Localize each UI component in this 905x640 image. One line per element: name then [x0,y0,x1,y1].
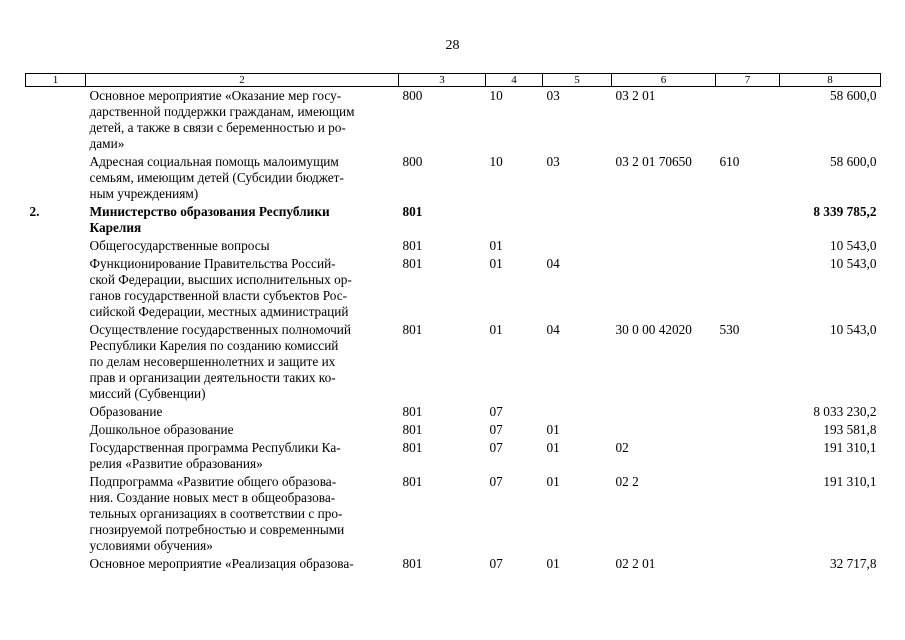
row-code-col4: 01 [489,256,503,271]
row-amount: 58 600,0 [829,154,877,169]
row-code-col5: 01 [546,422,560,437]
row-code-col5: 03 [546,154,560,169]
row-code-col4 [486,203,543,237]
row-code-col5 [543,403,612,421]
row-code-col6 [612,421,716,439]
row-code-col4: 07 [489,440,503,455]
row-code-col3: 800 [402,154,423,169]
row-name: Осуществление государственных полномочий Республики Карелия по созданию комиссий по делам несовершеннолетних и защите их прав и организации деятельности таких ко- миссий (Субвенции) [89,322,352,401]
table-row [26,421,881,439]
row-number [26,473,86,555]
row-number [26,153,86,203]
row-number [26,439,86,473]
column-header: 7 [716,74,780,87]
row-amount: 10 543,0 [829,322,877,337]
row-code-col3: 800 [402,88,423,103]
row-name: Образование [89,404,163,419]
row-code-col7 [716,87,780,154]
row-code-col5: 03 [546,88,560,103]
row-code-col5: 01 [546,440,560,455]
row-name: Подпрограмма «Развитие общего образова- ния. Создание новых мест в общеобразова- тельных организациях в соответствии с про- гнозируемой потребностью и современными условиями обучения» [89,474,345,553]
row-code-col3: 801 [402,238,423,253]
row-amount: 191 310,1 [823,474,877,489]
row-code-col6: 02 [615,440,629,455]
row-code-col7 [716,421,780,439]
row-amount: 58 600,0 [829,88,877,103]
table-row [26,203,881,237]
column-number-row [26,74,881,87]
row-code-col4: 07 [489,422,503,437]
row-code-col5 [543,237,612,255]
row-code-col6: 03 2 01 70650 [615,154,692,169]
column-header: 8 [780,74,881,87]
row-amount: 32 717,8 [829,556,877,571]
row-name: Министерство образования Республики Карелия [89,204,330,235]
column-header: 1 [26,74,86,87]
column-header: 3 [399,74,486,87]
row-code-col4: 07 [489,404,503,419]
page-number: 28 [445,38,460,53]
column-header: 5 [543,74,612,87]
table-row [26,555,881,573]
row-number [26,255,86,321]
table-row [26,439,881,473]
row-name: Основное мероприятие «Реализация образова- [89,556,354,571]
column-header: 6 [612,74,716,87]
row-code-col6 [612,237,716,255]
row-code-col7 [716,439,780,473]
row-code-col5: 01 [546,474,560,489]
row-number [26,555,86,573]
row-code-col7: 530 [719,322,740,337]
budget-table [25,73,881,573]
row-code-col3: 801 [402,404,423,419]
row-name: Общегосударственные вопросы [89,238,270,253]
row-code-col3: 801 [402,474,423,489]
table-row [26,153,881,203]
row-code-col3: 801 [402,204,423,219]
row-amount: 10 543,0 [829,256,877,271]
row-code-col4: 10 [489,154,503,169]
row-name: Основное мероприятие «Оказание мер госу- дарственной поддержки гражданам, имеющим детей, а также в связи с беременностью и ро- дами» [89,88,355,151]
row-code-col7 [716,473,780,555]
row-code-col7 [716,403,780,421]
row-code-col3: 801 [402,256,423,271]
row-code-col3: 801 [402,440,423,455]
row-code-col5: 04 [546,322,560,337]
row-code-col6: 02 2 [615,474,639,489]
row-amount: 8 033 230,2 [813,404,877,419]
row-amount: 8 339 785,2 [813,204,877,219]
row-code-col4: 10 [489,88,503,103]
row-code-col7 [716,203,780,237]
table-row [26,87,881,154]
row-number [26,237,86,255]
row-number [26,403,86,421]
row-number: 2. [29,204,40,219]
row-code-col6: 30 0 00 42020 [615,322,692,337]
row-code-col7: 610 [719,154,740,169]
row-code-col3: 801 [402,322,423,337]
row-name: Адресная социальная помощь малоимущим семьям, имеющим детей (Субсидии бюджет- ным учреждениям) [89,154,344,201]
table-row [26,255,881,321]
row-code-col4: 01 [489,322,503,337]
row-name: Дошкольное образование [89,422,234,437]
row-amount: 10 543,0 [829,238,877,253]
row-amount: 193 581,8 [823,422,877,437]
row-number [26,87,86,154]
row-number [26,421,86,439]
table-row [26,321,881,403]
table-body [26,87,881,574]
table-row [26,237,881,255]
row-name: Функционирование Правительства Россий- ской Федерации, высших исполнительных ор- ганов государственной власти субъектов Рос- сийской Федерации, местных администраций [89,256,352,319]
row-code-col4: 01 [489,238,503,253]
row-code-col3: 801 [402,422,423,437]
row-code-col5: 04 [546,256,560,271]
column-header: 4 [486,74,543,87]
row-code-col6: 03 2 01 [615,88,656,103]
row-code-col5 [543,203,612,237]
row-code-col5: 01 [546,556,560,571]
row-code-col6 [612,255,716,321]
row-code-col6 [612,203,716,237]
row-code-col7 [716,555,780,573]
table-row [26,403,881,421]
row-name: Государственная программа Республики Ка- релия «Развитие образования» [89,440,341,471]
table-row [26,473,881,555]
row-number [26,321,86,403]
row-code-col4: 07 [489,474,503,489]
row-code-col6 [612,403,716,421]
row-code-col7 [716,255,780,321]
row-code-col3: 801 [402,556,423,571]
row-code-col4: 07 [489,556,503,571]
row-amount: 191 310,1 [823,440,877,455]
row-code-col7 [716,237,780,255]
row-code-col6: 02 2 01 [615,556,656,571]
column-header: 2 [86,74,399,87]
